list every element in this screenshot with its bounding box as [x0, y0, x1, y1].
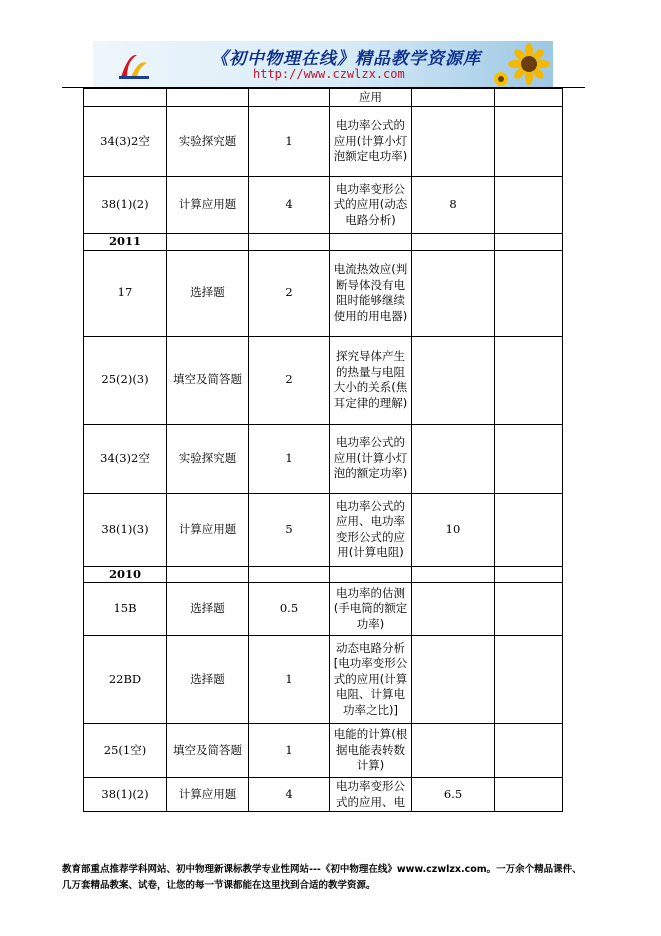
table-cell: [495, 177, 563, 234]
table-cell-text: 电能的计算(根据电能表转数计算): [333, 727, 408, 773]
exam-analysis-table: [83, 88, 563, 812]
table-cell: 填空及简答题: [167, 724, 249, 778]
table-cell: [412, 89, 495, 107]
table-cell-text: 电功率公式的应用(计算小灯泡额定电功率): [333, 118, 408, 164]
table-row: [84, 336, 563, 424]
table-cell: [330, 493, 412, 566]
header-banner: [93, 41, 553, 87]
table-cell-text: 电流热效应(判断导体没有电阻时能够继续使用的用电器): [333, 262, 408, 323]
table-cell-text: 电功率公式的应用、电功率变形公式的应用(计算电阻): [336, 498, 405, 559]
table-cell: 5: [249, 493, 330, 566]
year-row: [84, 234, 563, 251]
sunflower-icon: [491, 43, 551, 87]
table-row: [84, 778, 563, 812]
table-cell: 0.5: [249, 583, 330, 636]
year-label: 2010: [84, 566, 167, 583]
table-cell: [330, 778, 412, 812]
table-cell-text: 电功率的估测(手电筒的额定功率): [333, 585, 408, 631]
table-cell: 1: [249, 107, 330, 177]
table-cell: [412, 107, 495, 177]
table-cell-text: 电功率公式的应用(计算小灯泡的额定功率): [333, 435, 408, 481]
table-cell-text: 电功率变形公式的应用、电: [336, 779, 405, 809]
table-cell: [330, 250, 412, 336]
table-cell: [412, 336, 495, 424]
table-cell: 1: [249, 424, 330, 493]
year-row: [84, 566, 563, 583]
table-cell: [249, 566, 330, 583]
table-cell: [84, 89, 167, 107]
table-cell: [412, 566, 495, 583]
table-cell: [495, 724, 563, 778]
table-cell: 计算应用题: [167, 778, 249, 812]
table-row: [84, 636, 563, 724]
table-cell: [330, 177, 412, 234]
table-cell: [495, 583, 563, 636]
table-cell: 填空及简答题: [167, 336, 249, 424]
table-cell: [495, 234, 563, 251]
table-cell: 实验探究题: [167, 424, 249, 493]
table-cell: 4: [249, 778, 330, 812]
table-cell: [330, 724, 412, 778]
table-cell: [167, 234, 249, 251]
table-cell-text: 电功率变形公式的应用(动态电路分析): [333, 181, 408, 227]
table-cell: 选择题: [167, 250, 249, 336]
table-cell: [412, 234, 495, 251]
table-cell: [330, 636, 412, 724]
page-footer: [62, 862, 602, 894]
table-cell: [412, 250, 495, 336]
table-cell: 25(1空): [84, 724, 167, 778]
table-cell-text: 应用: [359, 89, 382, 104]
table-cell: [412, 424, 495, 493]
table-cell: [412, 636, 495, 724]
table-cell: [495, 493, 563, 566]
table-cell: [495, 636, 563, 724]
table-cell: 34(3)2空: [84, 424, 167, 493]
table-cell: [330, 89, 412, 107]
table-cell: [412, 724, 495, 778]
table-cell: 实验探究题: [167, 107, 249, 177]
table-cell: [412, 583, 495, 636]
table-cell: [330, 424, 412, 493]
banner-title: 《初中物理在线》精品教学资源库: [211, 49, 481, 69]
table-cell: [249, 234, 330, 251]
table-cell: 34(3)2空: [84, 107, 167, 177]
table-cell-text: 探究导体产生的热量与电阻大小的关系(焦耳定律的理解): [333, 349, 408, 410]
table-cell: [495, 107, 563, 177]
table-cell: [330, 336, 412, 424]
logo-icon: [117, 49, 151, 81]
table-row: [84, 583, 563, 636]
table-cell: [249, 89, 330, 107]
table-cell: [495, 250, 563, 336]
table-cell: 38(1)(2): [84, 778, 167, 812]
table-cell: [167, 566, 249, 583]
table-cell: 17: [84, 250, 167, 336]
table-cell: 22BD: [84, 636, 167, 724]
table-row: [84, 250, 563, 336]
footer-line: 教育部重点推荐学科网站、初中物理新课标教学专业性网站---《初中物理在线》www.czwlzx.com。一万余个精品课件、: [62, 864, 582, 875]
table-cell: 8: [412, 177, 495, 234]
table-cell: 计算应用题: [167, 493, 249, 566]
table-cell: 38(1)(2): [84, 177, 167, 234]
table-cell: [495, 336, 563, 424]
table-row: [84, 107, 563, 177]
table-cell: [495, 89, 563, 107]
table-cell: 1: [249, 636, 330, 724]
table-row: [84, 424, 563, 493]
table-cell: [330, 234, 412, 251]
table-cell: 计算应用题: [167, 177, 249, 234]
table-cell: [167, 89, 249, 107]
table-cell: [495, 566, 563, 583]
table-cell: 2: [249, 336, 330, 424]
table-row: [84, 177, 563, 234]
table-row: [84, 89, 563, 107]
table-cell: 1: [249, 724, 330, 778]
table-cell: 6.5: [412, 778, 495, 812]
footer-line: 几万套精品教案、试卷，让您的每一节课都能在这里找到合适的教学资源。: [62, 880, 376, 891]
table-cell: [495, 778, 563, 812]
table-cell-text: 动态电路分析[电功率变形公式的应用(计算电阻、计算电功率之比)]: [333, 640, 408, 717]
table-cell: 15B: [84, 583, 167, 636]
banner-url[interactable]: http://www.czwlzx.com: [253, 67, 405, 81]
table-cell: 2: [249, 250, 330, 336]
table-cell: 38(1)(3): [84, 493, 167, 566]
table-cell: [330, 107, 412, 177]
table-cell: [330, 583, 412, 636]
year-label: 2011: [84, 234, 167, 251]
table-cell: 10: [412, 493, 495, 566]
table-cell: [495, 424, 563, 493]
table-cell: 选择题: [167, 583, 249, 636]
table-cell: 选择题: [167, 636, 249, 724]
table-cell: 4: [249, 177, 330, 234]
table-row: [84, 724, 563, 778]
table-cell: 25(2)(3): [84, 336, 167, 424]
table-cell: [330, 566, 412, 583]
table-row: [84, 493, 563, 566]
